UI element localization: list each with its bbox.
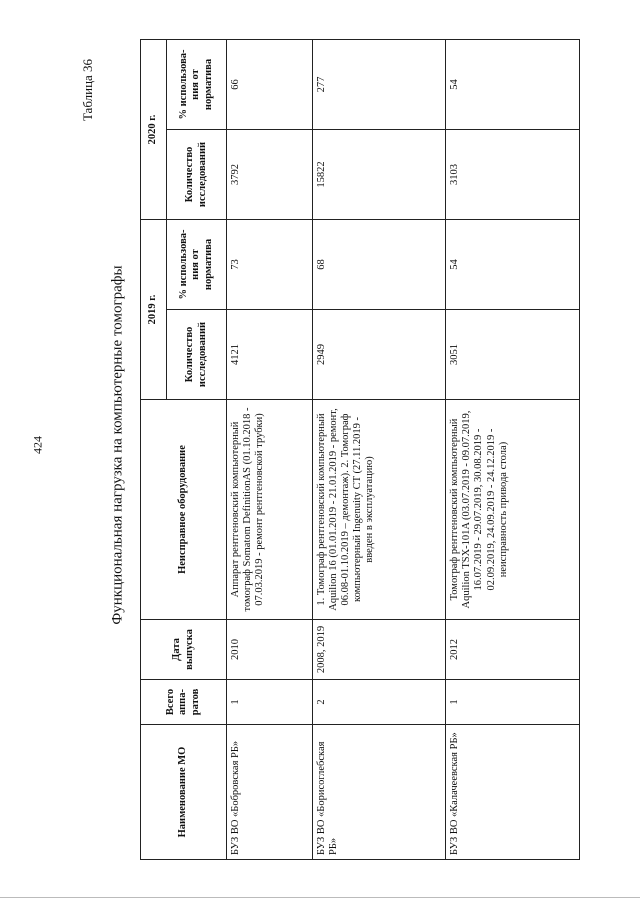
header-2020: 2020 г. [141,40,167,220]
cell-total: 2 [312,680,446,725]
cell-mo: БУЗ ВО «Бобровская РБ» [227,725,313,860]
cell-total: 1 [446,680,580,725]
table-row [446,40,580,860]
cell-mo: БУЗ ВО «Борисоглебская РБ» [312,725,446,860]
header-mo: Наименование МО [141,725,227,860]
table-row [227,40,313,860]
cell-pct-2020: 54 [446,40,580,130]
header-year: Дата выпуска [141,620,227,680]
cell-mo: БУЗ ВО «Калачеевская РБ» [446,725,580,860]
cell-year: 2008, 2019 [312,620,446,680]
cell-total: 1 [227,680,313,725]
cell-count-2019: 4121 [227,310,313,400]
header-count-2020: Количество исследований [167,130,227,220]
load-table [140,39,580,860]
cell-pct-2019: 68 [312,220,446,310]
cell-year: 2010 [227,620,313,680]
cell-pct-2020: 66 [227,40,313,130]
cell-pct-2019: 73 [227,220,313,310]
cell-faulty: 1. Томограф рентгеновский компьютерный Aquilion 16 (01.01.2019 - 21.01.2019 - ремонт, 06.08-01.10.2019 – демонтаж). 2. Томограф компьютерный Ingenuity CT (27.11.2019 - введен в эксплуатацию) [312,400,446,620]
page-number: 424 [30,436,45,454]
cell-faulty: Аппарат рентгеновский компьютерный томограф Somatom DefinitionAS (01.10.2018 - 07.03.2019 - ремонт рентгеновской трубки) [227,400,313,620]
header-faulty: Неисправное оборудование [141,400,227,620]
header-count-2019: Количество исследований [167,310,227,400]
page-bottom-divider [0,897,640,898]
cell-faulty: Томограф рентгеновский компьютерный Aquilion TSX-101A (03.07.2019 - 09.07.2019, 16.07.2019 - 29.07.2019, 30.08.2019 - 02.09.2019, 24.09.2019 - 24.12.2019 - неисправность привода стола) [446,400,580,620]
load-table-container [140,40,580,860]
table-row [312,40,446,860]
header-total: Всего аппа-ратов [141,680,227,725]
cell-year: 2012 [446,620,580,680]
cell-count-2019: 3051 [446,310,580,400]
cell-count-2020: 3792 [227,130,313,220]
table-title: Функциональная нагрузка на компьютерные томографы [109,265,126,625]
header-pct-2019: % использова-ния от норматива [167,220,227,310]
cell-count-2020: 15822 [312,130,446,220]
header-2019: 2019 г. [141,220,167,400]
header-pct-2020: % использова-ния от норматива [167,40,227,130]
cell-count-2020: 3103 [446,130,580,220]
cell-pct-2020: 277 [312,40,446,130]
cell-count-2019: 2949 [312,310,446,400]
table-label: Таблица 36 [80,58,95,122]
cell-pct-2019: 54 [446,220,580,310]
